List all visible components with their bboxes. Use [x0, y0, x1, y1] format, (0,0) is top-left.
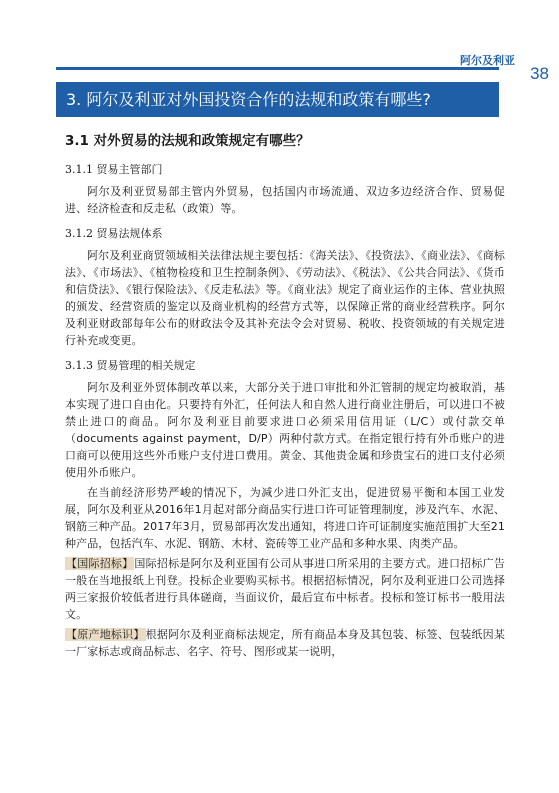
paragraph: 阿尔及利亚商贸领域相关法律法规主要包括：《海关法》、《投资法》、《商业法》、《商标法》、《市场法》、《植物检疫和卫生控制条例》、《劳动法》、《税法》、《公共合同法》、《货币和信贷法》、《银行保险法》、《反走私法》等。《商业法》规定了商业运作的主体、营业执照的颁发、经营资质的鉴定以及商业机构的经营方式等，以保障正常的商业经营秩序。阿尔及利亚财政部每年公布的财政法令及其补充法令会对贸易、税收、投资领域的有关规定进行补充或变更。 [65, 249, 505, 347]
subsection-heading-authority: 3.1.1 贸易主管部门 [65, 163, 163, 176]
main-content [65, 125, 505, 663]
paragraph: 在当前经济形势严峻的情况下，为减少进口外汇支出，促进贸易平衡和本国工业发展，阿尔及利亚从2016年1月起对部分商品实行进口许可证管理制度，涉及汽车、水泥、钢筋三种产品。2017年3月，贸易部再次发出通知，将进口许可证制度实施范围扩大至21种产品，包括汽车、水泥、钢筋、木材、瓷砖等工业产品和多种水果、肉类产品。 [65, 486, 505, 550]
tender-paragraph [65, 555, 505, 623]
paragraph: 阿尔及利亚贸易部主管内外贸易，包括国内市场流通、双边多边经济合作、贸易促进、经济检查和反走私（政策）等。 [65, 185, 505, 215]
page-number: 38 [530, 64, 549, 83]
header-country: 阿尔及利亚 [460, 54, 515, 67]
tender-label: 【国际招标】 [66, 557, 134, 570]
subsection-heading-trade-rules: 3.1.3 贸易管理的相关规定 [65, 359, 196, 372]
section-heading: 3.1 对外贸易的法规和政策规定有哪些？ [65, 133, 310, 149]
paragraph: 阿尔及利亚外贸体制改革以来，大部分关于进口审批和外汇管制的规定均被取消，基本实现了进口自由化。只要持有外汇，任何法人和自然人进行商业注册后，可以进口不被禁止进口的商品。阿尔及利亚目前要求进口必须采用信用证（L/C）或付款交单（documents against payment，D/P）两种付款方式。在指定银行持有外币账户的进口商可以使用这些外币账户支付进口费用。黄金、其他贵金属和珍贵宝石的进口支付必须使用外币账户。 [65, 381, 505, 479]
chapter-title: 3. 阿尔及利亚对外国投资合作的法规和政策有哪些? [66, 90, 431, 109]
origin-paragraph [65, 626, 505, 660]
subsection-heading-regulations: 3.1.2 贸易法规体系 [65, 227, 163, 240]
header-rule [56, 67, 499, 70]
tender-text: 国际招标是阿尔及利亚国有公司从事进口所采用的主要方式。进口招标广告一般在当地报纸上刊登。投标企业要购买标书。根据招标情况，阿尔及利亚进口公司选择两三家报价较低者进行具体磋商，当面议价，最后宣布中标者。投标和签订标书一般用法文。 [65, 557, 505, 621]
origin-text: 根据阿尔及利亚商标法规定，所有商品本身及其包装、标签、包装纸因某一厂家标志或商品标志、名字、符号、图形或某一说明， [65, 628, 505, 658]
chapter-title-banner [56, 82, 499, 117]
origin-label: 【原产地标识】 [66, 628, 145, 641]
